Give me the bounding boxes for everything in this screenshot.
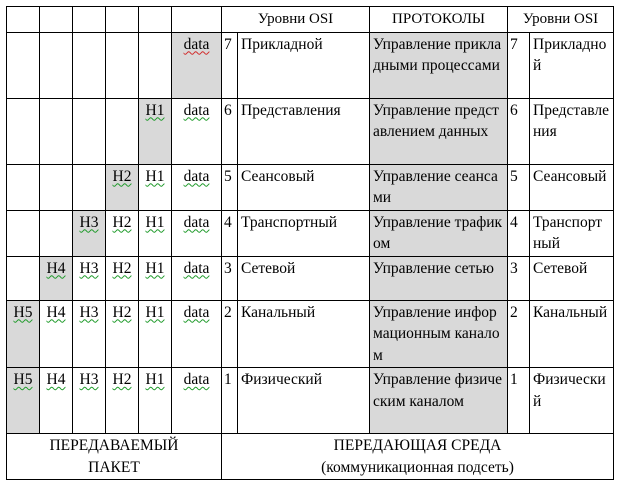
- packet-header-cell: [73, 300, 106, 368]
- packet-header-cell: [73, 210, 106, 256]
- header-row: [7, 7, 614, 33]
- transmission-medium-line1: ПЕРЕДАЮЩАЯ СРЕДА: [333, 437, 502, 454]
- right-layer-number: 6: [508, 98, 530, 164]
- right-layer-number: 5: [508, 164, 530, 210]
- packet-header-cell: [106, 256, 139, 300]
- packet-empty-cell: [139, 32, 172, 98]
- transmission-medium-label: [222, 434, 614, 480]
- packet-empty-cell: [73, 164, 106, 210]
- packet-header-label: H4: [46, 259, 66, 277]
- right-layer-name: Прикладной: [530, 32, 614, 98]
- protocol-description: Управление прикладными процессами: [370, 32, 508, 98]
- osi-layer-row: [7, 210, 614, 256]
- layer-name: Прикладной: [238, 32, 370, 98]
- layer-name: Канальный: [238, 300, 370, 368]
- transmission-medium-line2: (коммуникационная подсеть): [321, 458, 514, 476]
- right-layer-name: Представления: [530, 98, 614, 164]
- header-blank-6: [172, 7, 222, 33]
- packet-header-cell: [7, 300, 40, 368]
- right-layer-name: Транспортный: [530, 210, 614, 256]
- transmitted-packet-label: [7, 434, 222, 480]
- packet-header-cell: [106, 210, 139, 256]
- packet-header-label: H5: [13, 303, 33, 321]
- osi-layer-row: [7, 256, 614, 300]
- packet-empty-cell: [7, 210, 40, 256]
- packet-header-label: H3: [79, 213, 99, 231]
- packet-header-cell: [139, 368, 172, 434]
- packet-data-cell: [172, 98, 222, 164]
- packet-empty-cell: [40, 98, 73, 164]
- packet-empty-cell: [73, 32, 106, 98]
- transmitted-packet-line1: ПЕРЕДАВАЕМЫЙ: [49, 437, 179, 454]
- packet-empty-cell: [106, 32, 139, 98]
- layer-name: Сеансовый: [238, 164, 370, 210]
- packet-data-cell: [172, 210, 222, 256]
- header-osi-levels-left: Уровни OSI: [222, 7, 370, 33]
- packet-header-cell: [106, 368, 139, 434]
- packet-data-label: data: [183, 259, 210, 277]
- packet-empty-cell: [7, 98, 40, 164]
- header-blank-2: [40, 7, 73, 33]
- right-layer-number: 1: [508, 368, 530, 434]
- packet-header-cell: [139, 210, 172, 256]
- protocol-description: Управление физическим каналом: [370, 368, 508, 434]
- packet-header-label: H1: [145, 167, 165, 185]
- right-layer-number: 7: [508, 32, 530, 98]
- packet-empty-cell: [73, 98, 106, 164]
- packet-header-label: H2: [112, 303, 132, 321]
- header-blank-1: [7, 7, 40, 33]
- osi-layer-row: [7, 164, 614, 210]
- packet-header-cell: [40, 256, 73, 300]
- packet-header-cell: [73, 368, 106, 434]
- transmitted-packet-line2: ПАКЕТ: [88, 458, 140, 476]
- layer-name: Сетевой: [238, 256, 370, 300]
- packet-header-label: H5: [13, 371, 33, 388]
- protocol-description: Управление представлением данных: [370, 98, 508, 164]
- packet-data-cell: [172, 368, 222, 434]
- packet-header-cell: [106, 164, 139, 210]
- packet-header-label: H4: [46, 303, 66, 321]
- layer-number: 2: [222, 300, 238, 368]
- packet-header-cell: [139, 300, 172, 368]
- packet-empty-cell: [40, 210, 73, 256]
- layer-number: 5: [222, 164, 238, 210]
- right-layer-name: Канальный: [530, 300, 614, 368]
- layer-name: Представления: [238, 98, 370, 164]
- packet-empty-cell: [40, 32, 73, 98]
- layer-number: 6: [222, 98, 238, 164]
- packet-header-cell: [139, 98, 172, 164]
- header-blank-4: [106, 7, 139, 33]
- packet-data-label: data: [183, 167, 210, 185]
- right-layer-name: Сеансовый: [530, 164, 614, 210]
- packet-header-cell: [40, 300, 73, 368]
- packet-data-label: data: [183, 303, 210, 321]
- packet-data-cell: [172, 300, 222, 368]
- right-layer-name: Сетевой: [530, 256, 614, 300]
- packet-data-cell: [172, 32, 222, 98]
- protocol-description: Управление трафиком: [370, 210, 508, 256]
- packet-header-cell: [7, 368, 40, 434]
- osi-layer-row: [7, 300, 614, 368]
- packet-empty-cell: [7, 256, 40, 300]
- protocol-description: Управление сетью: [370, 256, 508, 300]
- packet-header-label: H1: [145, 371, 165, 388]
- layer-number: 4: [222, 210, 238, 256]
- packet-header-label: H3: [79, 371, 99, 388]
- packet-header-label: H1: [145, 303, 165, 321]
- packet-header-label: H3: [79, 303, 99, 321]
- packet-empty-cell: [40, 164, 73, 210]
- osi-rows: [7, 32, 614, 434]
- header-osi-levels-right: Уровни OSI: [508, 7, 614, 33]
- packet-data-label: data: [183, 35, 210, 53]
- packet-header-cell: [139, 164, 172, 210]
- osi-layer-row: [7, 368, 614, 434]
- layer-name: Физический: [238, 368, 370, 434]
- packet-header-label: H3: [79, 259, 99, 277]
- packet-data-cell: [172, 256, 222, 300]
- packet-header-label: H2: [112, 167, 132, 185]
- right-layer-number: 2: [508, 300, 530, 368]
- layer-number: 3: [222, 256, 238, 300]
- packet-header-label: H1: [145, 213, 165, 231]
- layer-number: 1: [222, 368, 238, 434]
- packet-header-cell: [106, 300, 139, 368]
- layer-name: Транспортный: [238, 210, 370, 256]
- packet-header-cell: [73, 256, 106, 300]
- protocol-description: Управление информационным каналом: [370, 300, 508, 368]
- packet-empty-cell: [106, 98, 139, 164]
- osi-model-table: [6, 6, 614, 480]
- packet-data-label: data: [183, 371, 210, 388]
- packet-empty-cell: [7, 164, 40, 210]
- footer-row: [7, 434, 614, 480]
- right-layer-number: 4: [508, 210, 530, 256]
- packet-header-label: H1: [145, 259, 165, 277]
- header-blank-5: [139, 7, 172, 33]
- packet-header-label: H2: [112, 213, 132, 231]
- layer-number: 7: [222, 32, 238, 98]
- packet-empty-cell: [7, 32, 40, 98]
- header-protocols: ПРОТОКОЛЫ: [370, 7, 508, 33]
- osi-layer-row: [7, 98, 614, 164]
- osi-layer-row: [7, 32, 614, 98]
- packet-header-cell: [40, 368, 73, 434]
- right-layer-number: 3: [508, 256, 530, 300]
- protocol-description: Управление сеансами: [370, 164, 508, 210]
- packet-header-label: H2: [112, 259, 132, 277]
- header-blank-3: [73, 7, 106, 33]
- packet-header-label: H2: [112, 371, 132, 388]
- packet-data-cell: [172, 164, 222, 210]
- packet-data-label: data: [183, 101, 210, 119]
- packet-header-label: H1: [145, 101, 165, 119]
- packet-data-label: data: [183, 213, 210, 231]
- right-layer-name: Физический: [530, 368, 614, 434]
- packet-header-cell: [139, 256, 172, 300]
- packet-header-label: H4: [46, 371, 66, 388]
